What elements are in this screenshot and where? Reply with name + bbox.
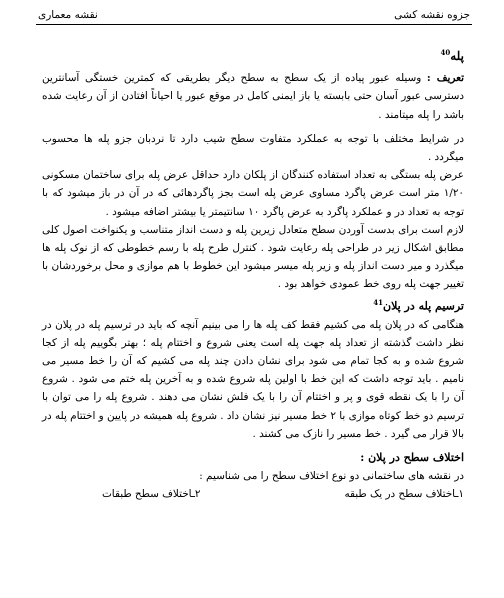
definition-paragraph — [42, 69, 464, 124]
subsection-paragraph-plan-stairs: هنگامی که در پلان پله می کشیم فقط کف پله ها را می بینیم آنچه که باید در ترسیم پله در پلان در نظر داشت گذشته از تعداد پله جهت پله است یعنی شروع و اختتام پله ؛ بهتر بگوییم پله از کجا شروع شده و به کجا تمام می شود برای نشان دادن چند پله می کشیم که آن را خط مسیر می نامیم . باید توجه داشت که این خط با اولین پله شروع شده و به آخرین پله ختم می شود . شروع آن را با یک نقطه قوی و پر و اختتام آن را با یک فلش نشان می دهند . شروع پله را می توان با ترسیم دو خط کوتاه موازی با ۲ خط مسیر نیز نشان داد . شروع پله همیشه در پایین و اختتام پله در بالا قرار می گیرد . خط مسیر را نازک می کشند . — [42, 318, 464, 440]
subsection-footnote-ref: 41 — [373, 297, 383, 307]
definition-lead: تعریف : — [426, 72, 464, 85]
list-item: ۲ـاختلاف سطح طبقات — [102, 488, 201, 501]
header-title-left: نقشه معماری — [38, 9, 98, 21]
subsection-title-level-difference: اختلاف سطح در پلان : — [360, 450, 464, 464]
subsection-intro-level-difference: در نقشه های ساختمانی دو نوع اختلاف سطح را می شناسیم : — [199, 470, 464, 483]
section-footnote-ref: 40 — [440, 48, 451, 57]
body-paragraph-1: در شرایط مختلف با توجه به عملکرد متفاوت سطح شیب دارد تا نردبان جزو پله ها محسوب میگردد . — [42, 132, 464, 164]
subsection-title-plan-stairs: ترسیم پله در پلان$^{41}$ — [373, 297, 464, 313]
section-title: پله$^{40}$ — [440, 48, 464, 63]
list-item: ۱ـاختلاف سطح در یک طبقه — [344, 488, 464, 501]
header-divider — [36, 24, 472, 25]
header-title-right: جزوه نقشه کشی — [394, 9, 470, 21]
definition-text: وسیله عبور پیاده از یک سطح به سطح دیگر بطریقی که کمترین خستگی آسانترین دسترسی عبور آسان حتی بابسته یا باز ایمنی کامل در موقع عبور یا احیاناً افتادن از آن رعایت شده باشد را پله میتامند . — [42, 72, 464, 121]
body-paragraph-3: لازم است برای بدست آوردن سطح متعادل زیرین پله و دست انداز متناسب و یکنواخت اصول کلی مطابق اشکال زیر در طراحی پله رعایت شود . کنترل طرح پله با رسم خطوطی که از نوک پله ها میگذرد و میر دست انداز پله و زیر پله میسر میشود این خطوط با هم موازی و محل برخوردشان با تغییر جهت پله روی خط عمودی خواهد بود . — [42, 223, 464, 291]
document-body — [42, 36, 464, 504]
page-header — [38, 8, 470, 22]
body-paragraph-2: عرض پله بستگی به تعداد استفاده کنندگان از پلکان دارد حداقل عرض پله برای ساختمان مسکونی ۱/۲۰ متر است عرض پاگرد مساوی عرض پله است بجز پاگردهائی که در آن در باز میشود که با توجه به تعداد در و عملکرد پاگرد به عرض پاگرد ۱۰ سانتیمتر یا بیشتر اضافه میشود . — [42, 169, 464, 218]
level-difference-list — [42, 485, 464, 503]
